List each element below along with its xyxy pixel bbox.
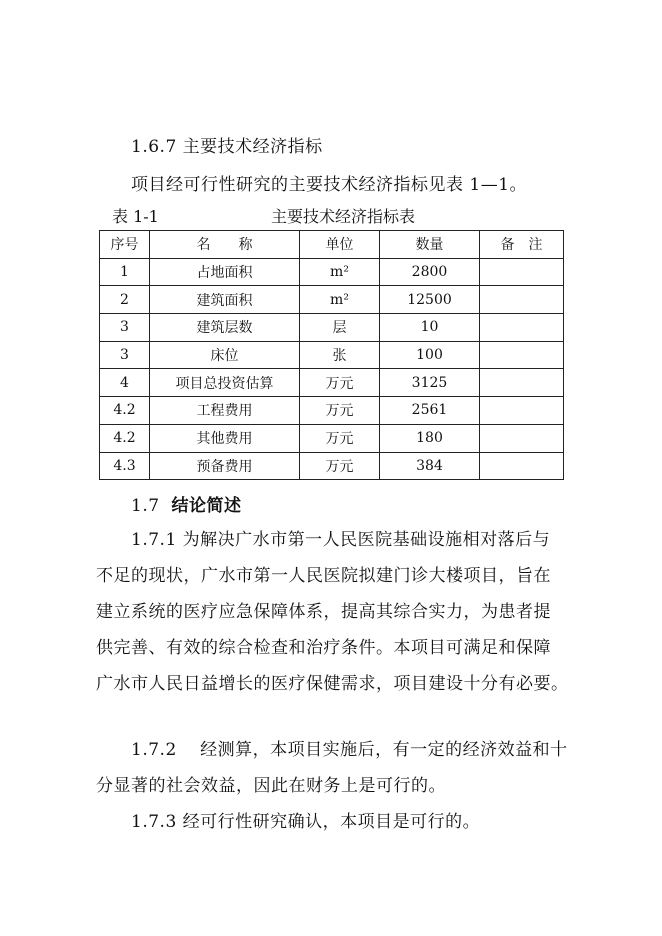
table-row: [100, 397, 564, 425]
header-note: 备 注: [480, 231, 564, 259]
cell-note: [480, 369, 564, 397]
cell-no: 3: [100, 341, 150, 369]
table-row: [100, 258, 564, 286]
paragraph-line: 供完善、有效的综合检查和治疗条件。本项目可满足和保障: [96, 638, 551, 658]
header-no: 序号: [100, 231, 150, 259]
cell-unit: 张: [300, 341, 380, 369]
cell-unit: 层: [300, 314, 380, 342]
cell-name: 建筑层数: [150, 314, 300, 342]
cell-qty: 180: [380, 424, 480, 452]
cell-note: [480, 286, 564, 314]
cell-qty: 3125: [380, 369, 480, 397]
section-heading-1-7: [131, 491, 241, 516]
cell-no: 3: [100, 314, 150, 342]
cell-qty: 100: [380, 341, 480, 369]
table-number: 表 1-1: [112, 207, 159, 226]
cell-no: 2: [100, 286, 150, 314]
table-title: 主要技术经济指标表: [271, 207, 416, 226]
cell-qty: 384: [380, 452, 480, 480]
cell-unit: 万元: [300, 397, 380, 425]
cell-no: 4.2: [100, 397, 150, 425]
section-intro: 项目经可行性研究的主要技术经济指标见表 1—1。: [131, 175, 528, 195]
paragraph-line: 1.7.3 经可行性研究确认，本项目是可行的。: [131, 812, 481, 832]
cell-qty: 12500: [380, 286, 480, 314]
cell-name: 占地面积: [150, 258, 300, 286]
cell-qty: 2561: [380, 397, 480, 425]
cell-name: 工程费用: [150, 397, 300, 425]
section-heading-1-6-7: 1.6.7 主要技术经济指标: [131, 137, 323, 157]
cell-no: 4: [100, 369, 150, 397]
header-name: 名 称: [150, 231, 300, 259]
cell-note: [480, 258, 564, 286]
table-row: [100, 369, 564, 397]
cell-name: 床位: [150, 341, 300, 369]
cell-unit: 万元: [300, 424, 380, 452]
table-row: [100, 341, 564, 369]
paragraph-line: 不足的现状，广水市第一人民医院拟建门诊大楼项目，旨在: [96, 566, 551, 586]
cell-note: [480, 397, 564, 425]
table-row: [100, 314, 564, 342]
table-row: [100, 286, 564, 314]
cell-no: 4.3: [100, 452, 150, 480]
table-header-row: [100, 231, 564, 259]
cell-note: [480, 452, 564, 480]
header-qty: 数量: [380, 231, 480, 259]
cell-no: 4.2: [100, 424, 150, 452]
section-number: 1.7: [131, 496, 160, 516]
cell-no: 1: [100, 258, 150, 286]
table-row: [100, 424, 564, 452]
paragraph-line: 1.7.1 为解决广水市第一人民医院基础设施相对落后与: [131, 530, 551, 550]
indicators-table: [99, 230, 564, 480]
cell-unit: 万元: [300, 369, 380, 397]
paragraph-line: 广水市人民日益增长的医疗保健需求，项目建设十分有必要。: [96, 674, 569, 694]
paragraph-line: 建立系统的医疗应急保障体系，提高其综合实力，为患者提: [96, 602, 551, 622]
cell-note: [480, 314, 564, 342]
cell-note: [480, 424, 564, 452]
cell-name: 预备费用: [150, 452, 300, 480]
cell-unit: 万元: [300, 452, 380, 480]
cell-qty: 2800: [380, 258, 480, 286]
cell-unit: m²: [300, 286, 380, 314]
cell-name: 建筑面积: [150, 286, 300, 314]
section-title: 结论简述: [171, 496, 242, 516]
header-unit: 单位: [300, 231, 380, 259]
cell-unit: m²: [300, 258, 380, 286]
cell-name: 项目总投资估算: [150, 369, 300, 397]
cell-qty: 10: [380, 314, 480, 342]
paragraph-line: 分显著的社会效益，因此在财务上是可行的。: [96, 776, 446, 796]
paragraph-line: 1.7.2 经测算，本项目实施后，有一定的经济效益和十: [131, 740, 568, 760]
table-row: [100, 452, 564, 480]
cell-note: [480, 341, 564, 369]
cell-name: 其他费用: [150, 424, 300, 452]
